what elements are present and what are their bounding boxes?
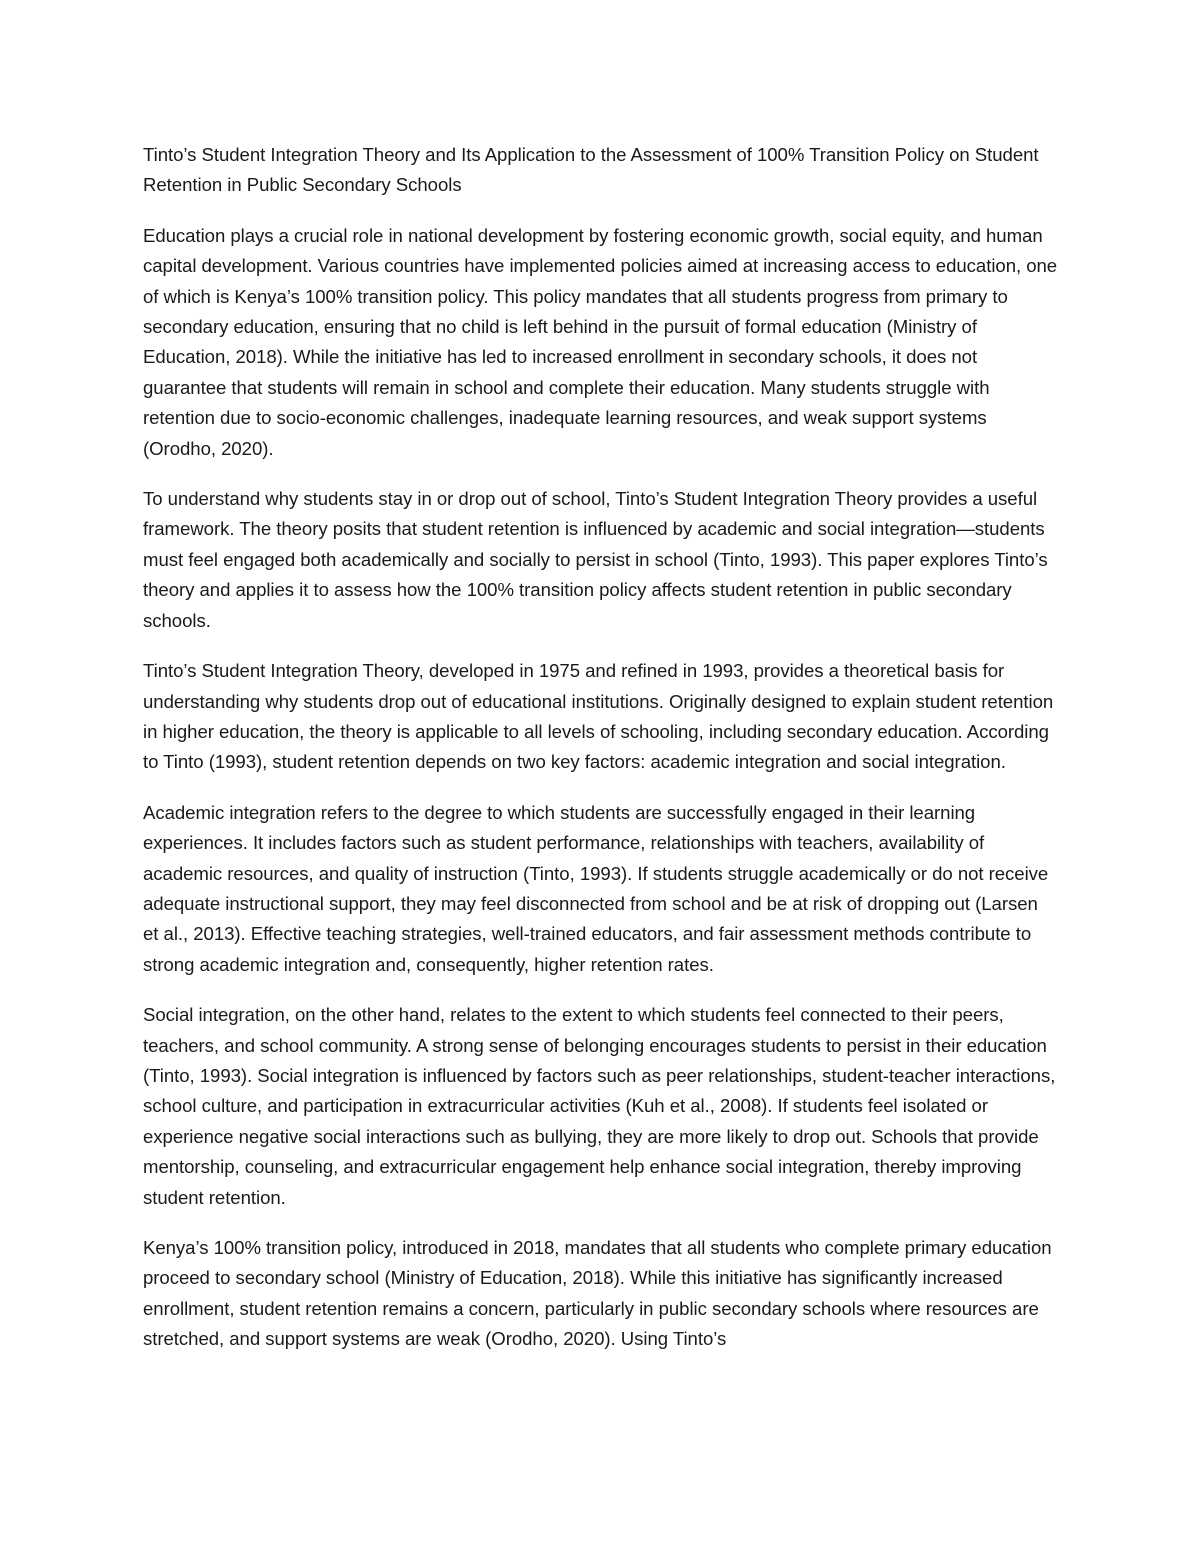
paragraph-academic-integration: Academic integration refers to the degree to which students are successfully engaged in their learning experiences. It includes factors such as student performance, relationships with teachers, availability of academic resources, and quality of instruction (Tinto, 1993). If students struggle academically or do not receive adequate instructional support, they may feel disconnected from school and be at risk of dropping out (Larsen et al., 2013). Effective teaching strategies, well-trained educators, and fair assessment methods contribute to strong academic integration and, consequently, higher retention rates.	[143, 801, 1049, 975]
document-body	[143, 140, 1058, 1375]
paragraph-theory-overview: Tinto’s Student Integration Theory, developed in 1975 and refined in 1993, provides a theoretical basis for understanding why students drop out of educational institutions. Originally designed to explain student retention in higher education, the theory is applicable to all levels of schooling, including secondary education. According to Tinto (1993), student retention depends on two key factors: academic integration and social integration.	[143, 660, 1054, 773]
paragraph-introduction: Education plays a crucial role in national development by fostering economic growth, social equity, and human capital development. Various countries have implemented policies aimed at increasing access to education, one of which is Kenya’s 100% transition policy. This policy mandates that all students progress from primary to secondary education, ensuring that no child is left behind in the pursuit of formal education (Ministry of Education, 2018). While the initiative has led to increased enrollment in secondary schools, it does not guarantee that students will remain in school and complete their education. Many students struggle with retention due to socio-economic challenges, inadequate learning resources, and weak support systems (Orodho, 2020).	[143, 224, 1058, 459]
paragraph-social-integration: Social integration, on the other hand, relates to the extent to which students feel connected to their peers, teachers, and school community. A strong sense of belonging encourages students to persist in their education (Tinto, 1993). Social integration is influenced by factors such as peer relationships, student-teacher interactions, school culture, and participation in extracurricular activities (Kuh et al., 2008). If students feel isolated or experience negative social interactions such as bullying, they are more likely to drop out. Schools that provide mentorship, counseling, and extracurricular engagement help enhance social integration, thereby improving student retention.	[143, 1004, 1056, 1208]
paragraph-transition-policy: Kenya’s 100% transition policy, introduced in 2018, mandates that all students who complete primary education proceed to secondary school (Ministry of Education, 2018). While this initiative has significantly increased enrollment, student retention remains a concern, particularly in public secondary schools where resources are stretched, and support systems are weak (Orodho, 2020). Using Tinto’s	[143, 1237, 1052, 1350]
paragraph-framework: To understand why students stay in or drop out of school, Tinto’s Student Integration Theory provides a useful framework. The theory posits that student retention is influenced by academic and social integration—students must feel engaged both academically and socially to persist in school (Tinto, 1993). This paper explores Tinto’s theory and applies it to assess how the 100% transition policy affects student retention in public secondary schools.	[143, 488, 1048, 631]
document-title: Tinto’s Student Integration Theory and Its Application to the Assessment of 100% Transition Policy on Student Retention in Public Secondary Schools	[143, 144, 1039, 196]
